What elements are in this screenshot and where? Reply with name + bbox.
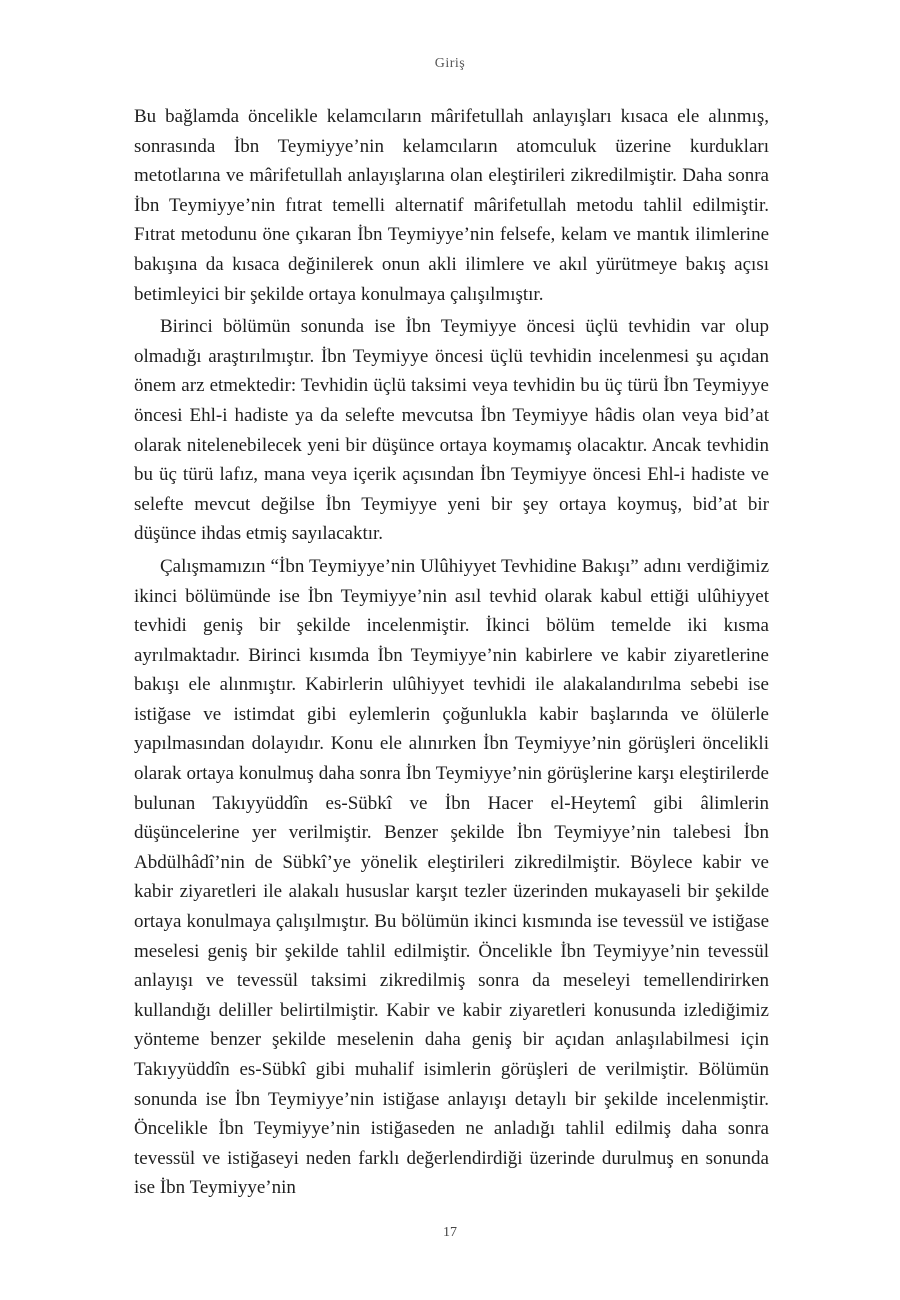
body-text <box>134 102 769 1203</box>
paragraph-3: Çalışmamızın “İbn Teymiyye’nin Ulûhiyyet Tevhidine Bakışı” adını verdiğimiz ikinci bölümünde ise İbn Teymiyye’nin asıl tevhid olarak kabul ettiği ulûhiyyet tevhidi geniş bir şekilde incelenmiştir. İkinci bölüm temelde iki kısma ayrılmaktadır. Birinci kısımda İbn Teymiyye’nin kabirlere ve kabir ziyaretlerine bakışı ele alınmıştır. Kabirlerin ulûhiyyet tevhidi ile alakalandırılma sebebi ise istiğase ve istimdat gibi eylemlerin çoğunlukla kabir başlarında ve ölülerle yapılmasından dolayıdır. Konu ele alınırken İbn Teymiyye’nin görüşleri öncelikli olarak ortaya konulmuş daha sonra İbn Teymiyye’nin görüşlerine karşı eleştirilerde bulunan Takıyyüddîn es-Sübkî ve İbn Hacer el-Heytemî gibi âlimlerin düşüncelerine yer verilmiştir. Benzer şekilde İbn Teymiyye’nin talebesi İbn Abdülhâdî’nin de Sübkî’ye yönelik eleştirileri zikredilmiştir. Böylece kabir ve kabir ziyaretleri ile alakalı hususlar karşıt tezler üzerinden mukayaseli bir şekilde ortaya konulmaya çalışılmıştır. Bu bölümün ikinci kısmında ise tevessül ve istiğase meselesi geniş bir şekilde tahlil edilmiştir. Öncelikle İbn Teymiyye’nin tevessül anlayışı ve tevessül taksimi zikredilmiş sonra da meseleyi temellendirirken kullandığı deliller belirtilmiştir. Kabir ve kabir ziyaretleri konusunda izlediğimiz yönteme benzer şekilde meselenin daha geniş bir açıdan anlaşılabilmesi için Takıyyüddîn es-Sübkî gibi muhalif isimlerin görüşleri de verilmiştir. Bölümün sonunda ise İbn Teymiyye’nin istiğase anlayışı detaylı bir şekilde incelenmiştir. Öncelikle İbn Teymiyye’nin istiğaseden ne anladığı tahlil edilmiş daha sonra tevessül ve istiğaseyi neden farklı değerlendirdiği üzerinde durulmuş en sonunda ise İbn Teymiyye’nin <box>134 555 769 1199</box>
page-number: 17 <box>443 1225 457 1240</box>
paragraph-1: Bu bağlamda öncelikle kelamcıların mârifetullah anlayışları kısaca ele alınmış, sonrasında İbn Teymiyye’nin kelamcıların atomculuk üzerine kurdukları metotlarına ve mârifetullah anlayışlarına olan eleştirileri zikredilmiştir. Daha sonra İbn Teymiyye’nin fıtrat temelli alternatif mârifetullah metodu tahlil edilmiştir. Fıtrat metodunu öne çıkaran İbn Teymiyye’nin felsefe, kelam ve mantık ilimlerine bakışına da kısaca değinilerek onun akli ilimlere ve akıl yürütmeye bakış açısı betimleyici bir şekilde ortaya konulmaya çalışılmıştır. <box>134 106 769 305</box>
running-header: Giriş <box>434 56 466 71</box>
paragraph-2: Birinci bölümün sonunda ise İbn Teymiyye öncesi üçlü tevhidin var olup olmadığı araştırılmıştır. İbn Teymiyye öncesi üçlü tevhidin incelenmesi şu açıdan önem arz etmektedir: Tevhidin üçlü taksimi veya tevhidin bu üç türü İbn Teymiyye öncesi Ehl-i hadiste ya da selefte mevcutsa İbn Teymiyye hâdis olan veya bid’at olarak nitelenebilecek yeni bir düşünce ortaya koymamış olacaktır. Ancak tevhidin bu üç türü lafız, mana veya içerik açısından İbn Teymiyye öncesi Ehl-i hadiste ve selefte mevcut değilse İbn Teymiyye yeni bir şey ortaya koymuş, bid’at bir düşünce ihdas etmiş sayılacaktır. <box>134 316 769 545</box>
